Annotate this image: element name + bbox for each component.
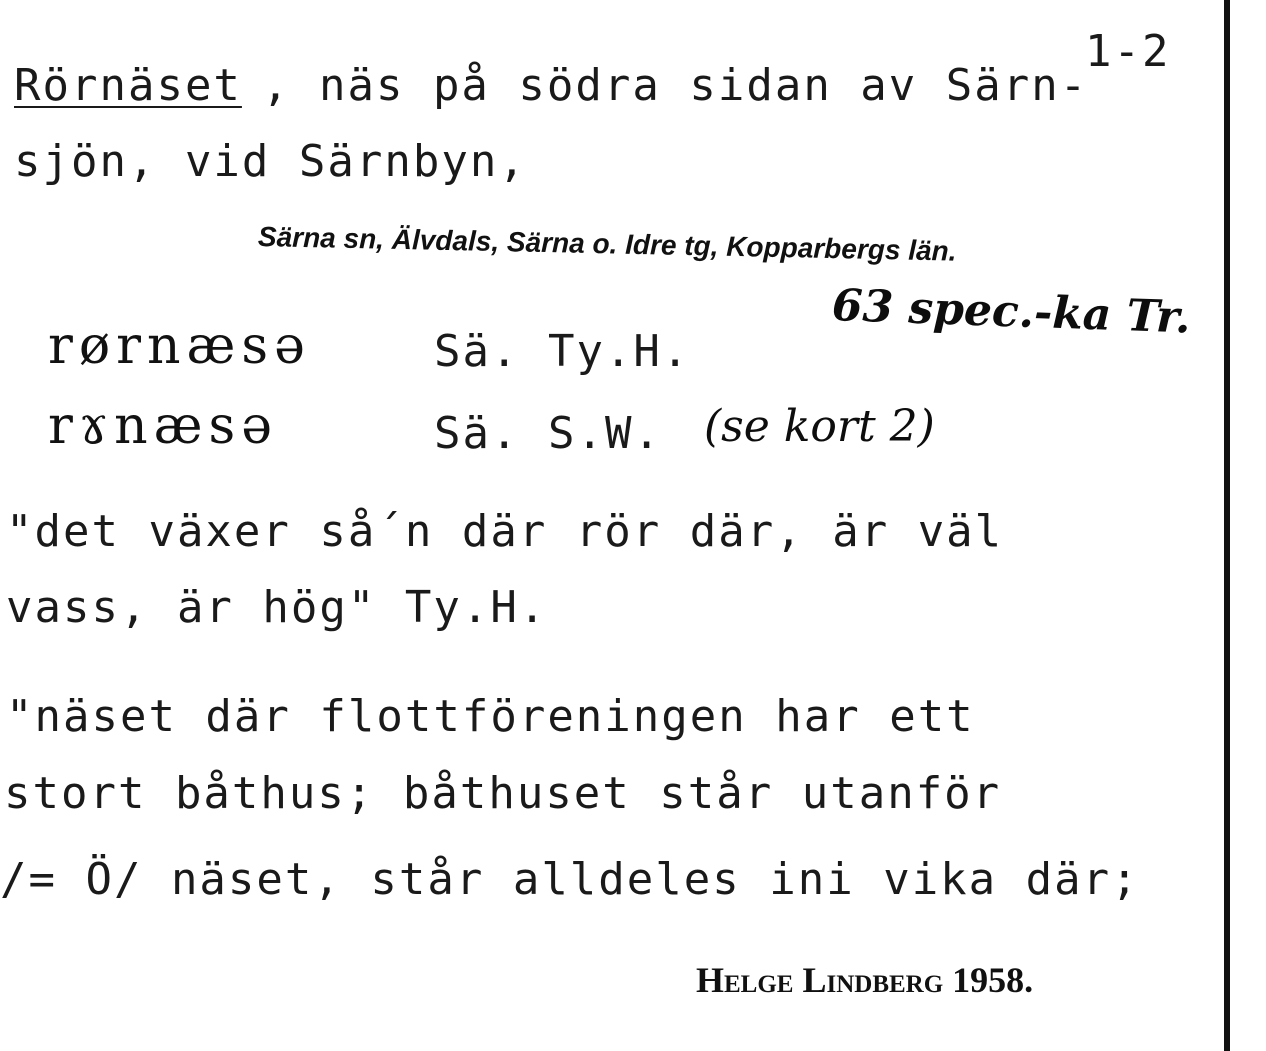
quote-2-line-1: "näset där flottföreningen har ett [6,691,975,742]
handwritten-note: 63 spec.-ka Tr. [831,280,1192,344]
heading-line-2: sjön, vid Särnbyn, [14,136,527,187]
pronunciation-source: Sä. Ty.H. [434,326,691,377]
quote-1-line-2: vass, är hög" Ty.H. [6,582,548,633]
location-stamp: Särna sn, Älvdals, Särna o. Idre tg, Kopparbergs län. [257,221,957,267]
phonetic-transcription: rɤnæsə [48,396,279,456]
headword: Rörnäset [14,60,242,111]
signature: Helge Lindberg 1958. [696,960,1034,1000]
handwritten-reference: (se kort 2) [704,401,935,452]
quote-1-line-1: "det växer så´n där rör där, är väl [6,506,1004,557]
quote-2-line-2: stort båthus; båthuset står utanför [4,768,1002,819]
pronunciation-source: Sä. S.W. [434,408,662,459]
quote-2-line-3: /= Ö/ näset, står alldeles ini vika där; [0,854,1140,905]
card-number: 1-2 [1085,26,1171,77]
card-edge-line [1224,0,1230,1051]
phonetic-transcription: rørnæsə [48,316,311,376]
heading-rest: , näs på södra sidan av Särn- [262,60,1089,111]
